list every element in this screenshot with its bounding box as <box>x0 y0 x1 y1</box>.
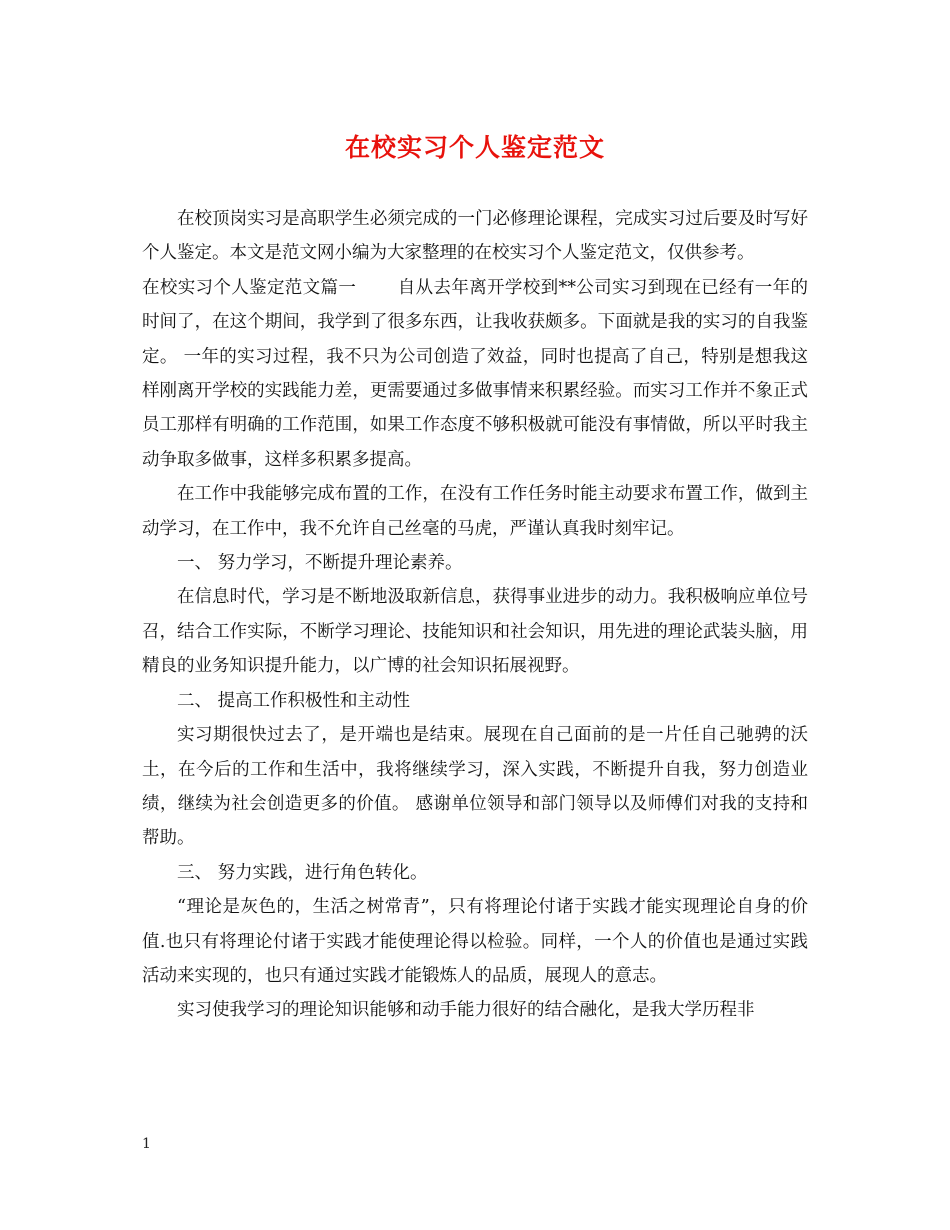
paragraph-intro: 在校顶岗实习是高职学生必须完成的一门必修理论课程，完成实习过后要及时写好个人鉴定。本文是范文网小编为大家整理的在校实习个人鉴定范文，仅供参考。 <box>142 209 808 264</box>
paragraph-initiative: 实习期很快过去了，是开端也是结束。展现在自己面前的是一片任自己驰骋的沃土，在今后的工作和生活中，我将继续学习，深入实践，不断提升自我，努力创造业绩，继续为社会创造更多的价值。 感谢单位领导和部门领导以及师傅们对我的支持和帮助。 <box>142 725 808 849</box>
heading-point-two: 二、 提高工作积极性和主动性 <box>177 690 411 711</box>
paragraph-learning: 在信息时代，学习是不断地汲取新信息，获得事业进步的动力。我积极响应单位号召，结合工作实际，不断学习理论、技能知识和社会知识，用先进的理论武装头脑，用精良的业务知识提升能力，以广博的社会知识拓展视野。 <box>142 587 808 677</box>
page-number: 1 <box>142 1136 151 1152</box>
paragraph-conclusion: 实习使我学习的理论知识能够和动手能力很好的结合融化，是我大学历程非 <box>177 1000 755 1021</box>
paragraph-practice: “理论是灰色的，生活之树常青”，只有将理论付诸于实践才能实现理论自身的价值.也只有将理论付诸于实践才能使理论得以检验。同样，一个人的价值也是通过实践活动来实现的，也只有通过实践才能锻炼人的品质，展现人的意志。 <box>142 897 808 986</box>
paragraph-work-duty: 在工作中我能够完成布置的工作，在没有工作任务时能主动要求布置工作，做到主动学习，在工作中，我不允许自己丝毫的马虎，严谨认真我时刻牢记。 <box>142 484 808 539</box>
heading-point-three: 三、 努力实践，进行角色转化。 <box>177 862 428 883</box>
document-body <box>142 202 808 1028</box>
paragraph-section-one: 在校实习个人鉴定范文篇一 自从去年离开学校到**公司实习到现在已经有一年的时间了，在这个期间，我学到了很多东西，让我收获颇多。下面就是我的实习的自我鉴定。 一年的实习过程，我不只为公司创造了效益，同时也提高了自己，特别是想我这样刚离开学校的实践能力差，更需要通过多做事情来积累经验。而实习工作并不象正式员工那样有明确的工作范围，如果工作态度不够积极就可能没有事情做，所以平时我主动争取多做事，这样多积累多提高。 <box>142 277 808 470</box>
document-title: 在校实习个人鉴定范文 <box>344 133 605 162</box>
heading-point-one: 一、 努力学习，不断提升理论素养。 <box>177 553 463 574</box>
